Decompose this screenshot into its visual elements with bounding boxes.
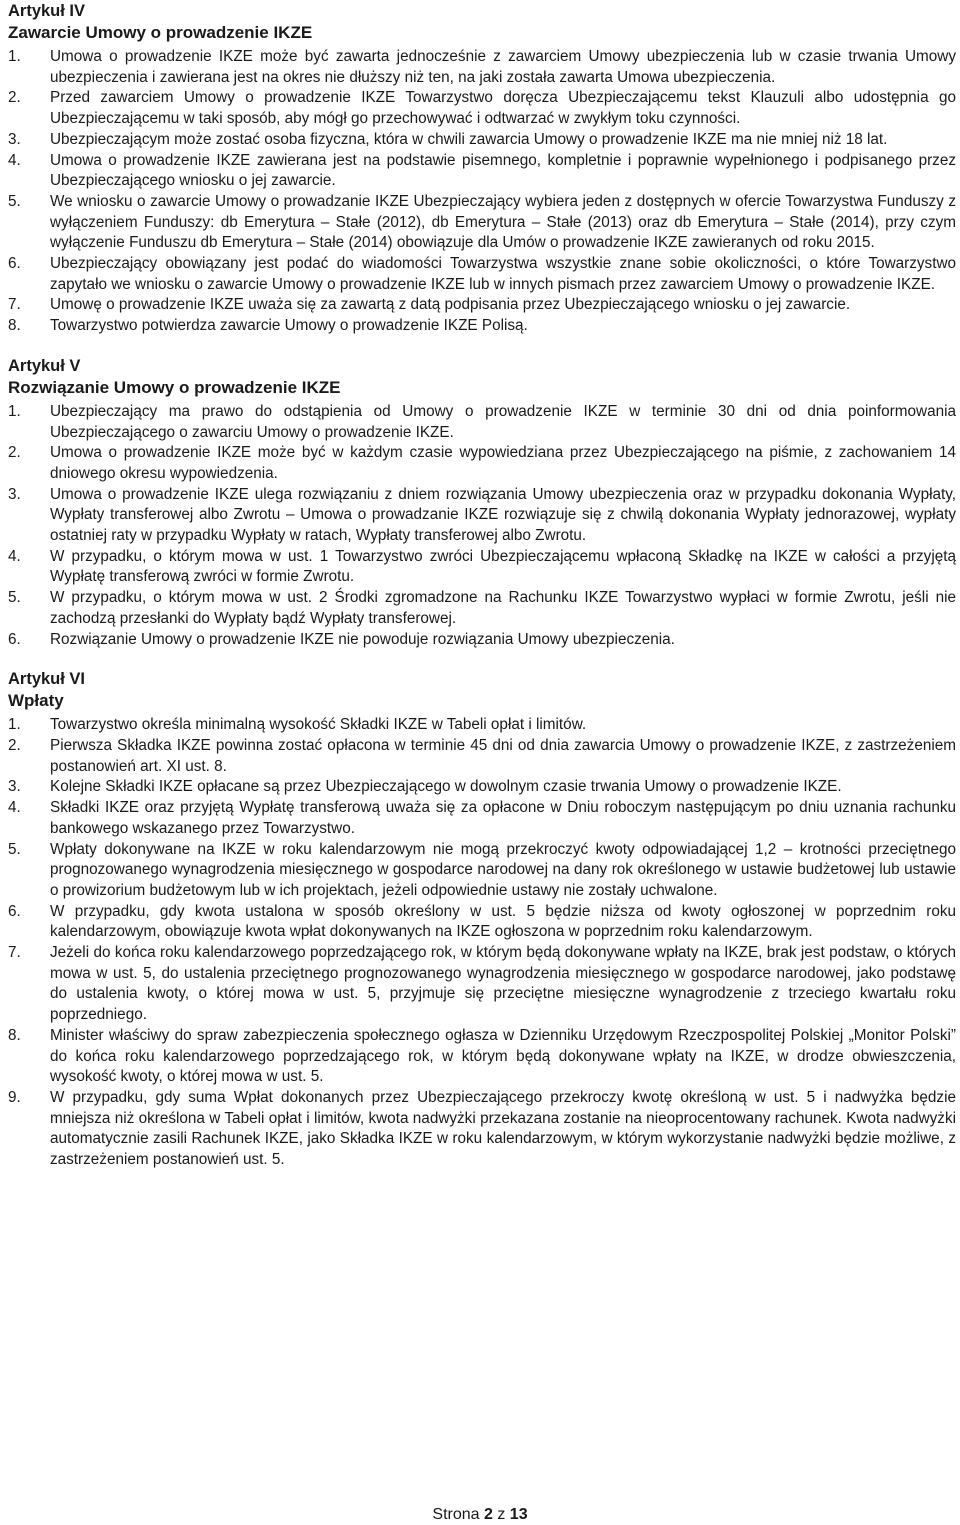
spacer — [8, 650, 956, 668]
article-5 — [8, 355, 956, 650]
item-text: Składki IKZE oraz przyjętą Wypłatę transferową uważa się za opłacone w Dniu roboczym następującym po dniu uznania rachunku bankowego wskazanego przez Towarzystwo. — [50, 799, 956, 837]
item-number: 1. — [8, 48, 21, 65]
item-text: Towarzystwo potwierdza zawarcie Umowy o prowadzenie IKZE Polisą. — [50, 317, 528, 335]
item-text: Wpłaty dokonywane na IKZE w roku kalendarzowym nie mogą przekroczyć kwoty odpowiadającej 1,2 – krotności przeciętnego prognozowanego wynagrodzenia miesięcznego w gospodarce narodowej na dany rok określonego w ustawie budżetowej lub ustawie o prowizorium budżetowym lub w ich projektach, jeżeli odpowiednie ustawy nie zostały uchwalone. — [50, 840, 956, 899]
item-text: Umowę o prowadzenie IKZE uważa się za zawartą z datą podpisania przez Ubezpieczającego wniosku o jej zawarcie. — [50, 296, 851, 314]
article-items — [8, 715, 956, 1170]
page-prefix: Strona — [432, 1506, 484, 1523]
list-item — [8, 316, 956, 337]
item-number: 7. — [8, 296, 21, 314]
item-text: W przypadku, gdy suma Wpłat dokonanych przez Ubezpieczającego przekroczy kwotę określoną w ust. 5 i nadwyżka będzie mniejsza niż określona w Tabeli opłat i limitów, kwota nadwyżki przekazana zostanie na nieoprocentowany rachunek. Kwota nadwyżki automatycznie zasili Rachunek IKZE, jako Składka IKZE w roku kalendarzowym, w którym wykorzystanie nadwyżki będzie możliwe, z zastrzeżeniem postanowień ust. 5. — [50, 1088, 956, 1169]
article-subtitle: Zawarcie Umowy o prowadzenie IKZE — [8, 23, 313, 42]
item-number: 6. — [8, 902, 21, 920]
article-items — [8, 402, 956, 650]
item-text: Umowa o prowadzenie IKZE zawierana jest na podstawie pisemnego, kompletnie i poprawnie wypełnionego i podpisanego przez Ubezpieczającego wniosku o jej zawarcie. — [50, 151, 956, 190]
item-text: Umowa o prowadzenie IKZE może być zawarta jednocześnie z zawarciem Umowy ubezpieczenia lub w czasie trwania Umowy ubezpieczenia i zawierana jest na okres nie dłuższy niż ten, na jaki została zawarta Umowa ubezpieczenia. — [50, 48, 956, 86]
list-item — [8, 630, 956, 651]
item-text: Towarzystwo określa minimalną wysokość Składki IKZE w Tabeli opłat i limitów. — [50, 716, 587, 734]
article-4 — [8, 0, 956, 337]
item-text: Jeżeli do końca roku kalendarzowego poprzedzającego rok, w którym będą dokonywane wpłaty na IKZE, brak jest podstaw, o których mowa w ust. 5, do ustalenia przeciętnego prognozowanego wynagrodzenia miesięcznego w gospodarce narodowej, jako podstawę do ustalenia kwoty, o której mowa w ust. 5, przyjmuje się przeciętne miesięczne wynagrodzenie z trzeciego kwartału roku poprzedniego. — [50, 944, 956, 1024]
item-text: Ubezpieczającym może zostać osoba fizyczna, która w chwili zawarcia Umowy o prowadzenie IKZE ma nie mniej niż 18 lat. — [50, 130, 888, 148]
page-total: 13 — [509, 1506, 528, 1523]
page-number: 2 — [484, 1506, 493, 1523]
article-items — [8, 47, 956, 337]
item-number: 9. — [8, 1088, 21, 1106]
list-item — [8, 485, 956, 547]
list-item — [8, 777, 956, 798]
item-number: 5. — [8, 589, 21, 607]
item-number: 2. — [8, 736, 21, 754]
item-text: Umowa o prowadzenie IKZE ulega rozwiązaniu z dniem rozwiązania Umowy ubezpieczenia oraz w przypadku dokonania Wypłaty, Wypłaty transferowej albo Zwrotu – Umowa o prowadzanie IKZE rozwiązuje się z chwilą dokonania Wypłaty jednorazowej, wypłaty ostatniej raty w przypadku Wypłaty w ratach, Wypłaty transferowej albo Zwrotu. — [50, 485, 956, 545]
list-item — [8, 840, 956, 902]
article-subtitle: Rozwiązanie Umowy o prowadzenie IKZE — [8, 377, 341, 397]
item-text: Umowa o prowadzenie IKZE może być w każdym czasie wypowiedziana przez Ubezpieczającego na piśmie, z zachowaniem 14 dniowego okresu wypowiedzenia. — [50, 444, 956, 482]
list-item — [8, 88, 956, 129]
list-item — [8, 295, 956, 316]
item-number: 4. — [8, 151, 21, 169]
page-separator: z — [492, 1506, 510, 1523]
item-text: W przypadku, o którym mowa w ust. 1 Towarzystwo zwróci Ubezpieczającemu wpłaconą Składkę na IKZE w całości a przyjętą Wypłatę transferową zwróci w formie Zwrotu. — [50, 547, 956, 586]
list-item — [8, 547, 956, 588]
list-item — [8, 1026, 956, 1088]
item-text: Kolejne Składki IKZE opłacane są przez Ubezpieczającego w dowolnym czasie trwania Umowy o prowadzenie IKZE. — [50, 778, 842, 796]
item-number: 1. — [8, 402, 21, 420]
list-item — [8, 254, 956, 295]
item-number: 4. — [8, 799, 21, 817]
item-text: Minister właściwy do spraw zabezpieczenia społecznego ogłasza w Dzienniku Urzędowym Rzeczpospolitej Polskiej „Monitor Polski” do końca roku kalendarzowego poprzedzającego rok, w którym będą dokonywane wpłaty na IKZE, w drodze obwieszczenia, wysokość kwoty, o której mowa w ust. 5. — [50, 1026, 956, 1086]
list-item — [8, 151, 956, 192]
item-text: Ubezpieczający ma prawo do odstąpienia od Umowy o prowadzenie IKZE w terminie 30 dni od dnia poinformowania Ubezpieczającego o zawarciu Umowy o prowadzenie IKZE. — [50, 402, 956, 441]
list-item — [8, 443, 956, 484]
list-item — [8, 1088, 956, 1171]
list-item — [8, 192, 956, 254]
item-number: 2. — [8, 444, 21, 462]
page-footer — [0, 1505, 960, 1525]
item-number: 8. — [8, 1026, 21, 1044]
item-text: W przypadku, gdy kwota ustalona w sposób określony w ust. 5 będzie niższa od kwoty ogłoszonej w poprzednim roku kalendarzowym, obowiązuje kwota wpłat dokonywanych na IKZE ogłoszona w poprzednim roku kalendarzowym. — [50, 902, 956, 941]
item-text: W przypadku, o którym mowa w ust. 2 Środki zgromadzone na Rachunku IKZE Towarzystwo wypłaci w formie Zwrotu, jeśli nie zachodzą przesłanki do Wypłaty bądź Wypłaty transferowej. — [50, 589, 956, 627]
article-6 — [8, 668, 956, 1170]
list-item — [8, 902, 956, 943]
list-item — [8, 715, 956, 736]
item-number: 6. — [8, 255, 21, 273]
item-number: 2. — [8, 89, 21, 107]
item-number: 7. — [8, 944, 21, 962]
item-number: 3. — [8, 130, 21, 148]
item-text: Przed zawarciem Umowy o prowadzenie IKZE Towarzystwo doręcza Ubezpieczającemu tekst Klauzuli albo udostępnia go Ubezpieczającemu w taki sposób, aby mógł go przechowywać i odtwarzać w zwykłym toku czynności. — [50, 89, 956, 128]
article-subtitle: Wpłaty — [8, 691, 64, 711]
article-title: Artykuł VI — [8, 670, 86, 689]
list-item — [8, 798, 956, 839]
article-title: Artykuł IV — [8, 2, 86, 20]
item-number: 4. — [8, 547, 21, 565]
list-item — [8, 130, 956, 151]
item-number: 6. — [8, 630, 21, 648]
item-number: 3. — [8, 485, 21, 503]
list-item — [8, 402, 956, 443]
item-number: 3. — [8, 778, 21, 796]
item-number: 8. — [8, 317, 21, 335]
list-item — [8, 588, 956, 629]
item-number: 5. — [8, 192, 21, 210]
list-item — [8, 943, 956, 1026]
list-item — [8, 47, 956, 88]
spacer — [8, 337, 956, 355]
list-item — [8, 736, 956, 777]
item-number: 1. — [8, 716, 21, 734]
article-title: Artykuł V — [8, 356, 81, 375]
item-text: Ubezpieczający obowiązany jest podać do wiadomości Towarzystwa wszystkie znane sobie okoliczności, o które Towarzystwo zapytało we wniosku o zawarcie Umowy o prowadzenie IKZE lub w innych pismach przez zawarciem Umowy o prowadzenie IKZE. — [50, 255, 956, 293]
item-number: 5. — [8, 840, 21, 858]
item-text: We wniosku o zawarcie Umowy o prowadzanie IKZE Ubezpieczający wybiera jeden z dostępnych w ofercie Towarzystwa Funduszy z wyłączeniem Funduszy: db Emerytura – Stałe (2012), db Emerytura – Stałe (2013) oraz db Emerytura – Stałe (2014), przy czym wyłączenie Funduszu db Emerytura – Stałe (2014) obowiązuje dla Umów o prowadzenie IKZE zawieranych od roku 2015. — [50, 192, 956, 252]
document-page — [8, 0, 956, 1171]
item-text: Rozwiązanie Umowy o prowadzenie IKZE nie powoduje rozwiązania Umowy ubezpieczenia. — [50, 630, 675, 648]
item-text: Pierwsza Składka IKZE powinna zostać opłacona w terminie 45 dni od dnia zawarcia Umowy o prowadzenie IKZE, z zastrzeżeniem postanowień art. XI ust. 8. — [50, 736, 956, 775]
